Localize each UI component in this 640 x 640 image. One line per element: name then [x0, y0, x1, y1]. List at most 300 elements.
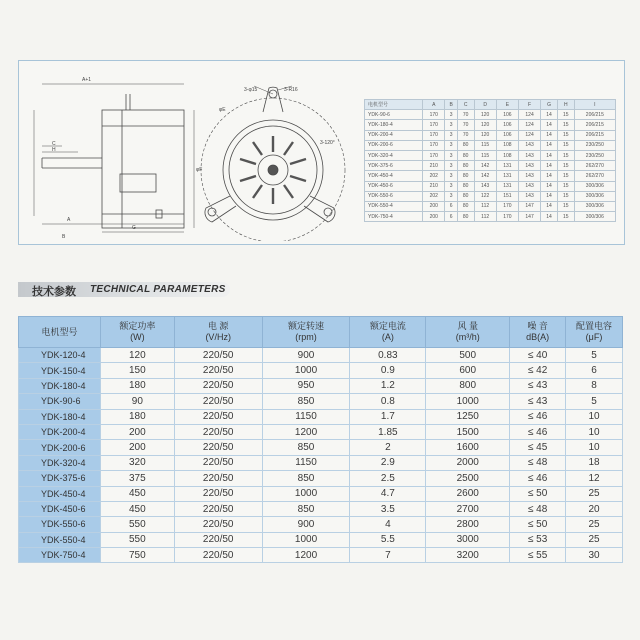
- dim-value-cell: 210: [423, 161, 445, 171]
- params-model-cell: YDK-150-4: [19, 363, 101, 378]
- params-value-cell: 1.85: [350, 424, 426, 439]
- params-model-cell: YDK-200-4: [19, 424, 101, 439]
- dim-table-row: [365, 110, 616, 120]
- dim-value-cell: 80: [457, 161, 474, 171]
- params-value-cell: 150: [100, 363, 174, 378]
- dim-value-cell: 15: [557, 171, 574, 181]
- params-value-cell: ≤ 46: [510, 409, 566, 424]
- dim-value-cell: 15: [557, 191, 574, 201]
- params-table-header: [19, 317, 623, 348]
- params-value-cell: 600: [426, 363, 510, 378]
- params-value-cell: 180: [100, 409, 174, 424]
- params-header-label: 电机型号: [41, 326, 78, 337]
- dim-value-cell: 124: [518, 110, 540, 120]
- dim-model-cell: YDK-750-4: [365, 212, 423, 222]
- dim-model-cell: YDK-450-4: [365, 171, 423, 181]
- params-table-row: [19, 501, 623, 516]
- dim-value-cell: 124: [518, 130, 540, 140]
- dim-value-cell: 70: [457, 110, 474, 120]
- dim-value-cell: 112: [474, 201, 496, 211]
- params-value-cell: ≤ 40: [510, 348, 566, 363]
- dim-value-cell: 3: [445, 140, 457, 150]
- params-value-cell: 2.5: [350, 471, 426, 486]
- params-value-cell: 120: [100, 348, 174, 363]
- dim-table-row: [365, 212, 616, 222]
- dim-value-cell: 230/250: [574, 140, 615, 150]
- params-value-cell: 850: [262, 394, 350, 409]
- params-header-cell: [426, 317, 510, 348]
- params-value-cell: 1500: [426, 424, 510, 439]
- params-value-cell: 320: [100, 455, 174, 470]
- params-value-cell: 220/50: [174, 409, 262, 424]
- dim-model-cell: YDK-320-4: [365, 150, 423, 160]
- dim-value-cell: 170: [423, 150, 445, 160]
- dim-model-cell: YDK-90-6: [365, 110, 423, 120]
- dim-value-cell: 3: [445, 110, 457, 120]
- dim-value-cell: 6: [445, 201, 457, 211]
- dim-value-cell: 131: [496, 171, 518, 181]
- section-title-cn: 技术参数: [32, 286, 76, 298]
- params-value-cell: 220/50: [174, 440, 262, 455]
- dim-value-cell: 15: [557, 140, 574, 150]
- label-phi-e: φE: [219, 107, 226, 113]
- dim-model-cell: YDK-450-6: [365, 181, 423, 191]
- params-value-cell: 220/50: [174, 363, 262, 378]
- params-value-cell: 950: [262, 378, 350, 393]
- params-model-cell: YDK-120-4: [19, 348, 101, 363]
- dim-value-cell: 143: [518, 171, 540, 181]
- params-model-cell: YDK-550-4: [19, 532, 101, 547]
- dim-value-cell: 80: [457, 191, 474, 201]
- dim-value-cell: 143: [518, 161, 540, 171]
- dim-value-cell: 15: [557, 161, 574, 171]
- dim-value-cell: 3: [445, 150, 457, 160]
- label-h: H: [52, 147, 56, 153]
- params-value-cell: 2000: [426, 455, 510, 470]
- dim-value-cell: 230/250: [574, 150, 615, 160]
- params-table-row: [19, 440, 623, 455]
- params-value-cell: 220/50: [174, 348, 262, 363]
- dim-value-cell: 124: [518, 120, 540, 130]
- params-value-cell: 90: [100, 394, 174, 409]
- dimension-table-header: [365, 100, 616, 110]
- dim-value-cell: 131: [496, 181, 518, 191]
- section-heading: [18, 282, 230, 297]
- params-table-row: [19, 424, 623, 439]
- params-header-cell: [262, 317, 350, 348]
- params-value-cell: 220/50: [174, 532, 262, 547]
- params-value-cell: 800: [426, 378, 510, 393]
- params-value-cell: 450: [100, 486, 174, 501]
- params-value-cell: 5.5: [350, 532, 426, 547]
- dim-header-cell: F: [518, 100, 540, 110]
- dim-value-cell: 142: [474, 161, 496, 171]
- dim-value-cell: 15: [557, 150, 574, 160]
- params-value-cell: 500: [426, 348, 510, 363]
- params-value-cell: ≤ 43: [510, 378, 566, 393]
- params-value-cell: 220/50: [174, 378, 262, 393]
- dim-value-cell: 262/270: [574, 171, 615, 181]
- params-table-row: [19, 532, 623, 547]
- params-value-cell: 8: [566, 378, 623, 393]
- params-value-cell: 180: [100, 378, 174, 393]
- params-value-cell: 4: [350, 517, 426, 532]
- dim-value-cell: 170: [496, 212, 518, 222]
- params-value-cell: 1200: [262, 548, 350, 563]
- dim-value-cell: 143: [518, 181, 540, 191]
- dim-value-cell: 108: [496, 150, 518, 160]
- dim-value-cell: 300/306: [574, 181, 615, 191]
- params-model-cell: YDK-550-6: [19, 517, 101, 532]
- params-header-cell: [19, 317, 101, 348]
- dim-model-cell: YDK-550-4: [365, 201, 423, 211]
- params-value-cell: 220/50: [174, 394, 262, 409]
- params-header-cell: [510, 317, 566, 348]
- dim-value-cell: 120: [474, 120, 496, 130]
- params-value-cell: 850: [262, 471, 350, 486]
- params-model-cell: YDK-375-6: [19, 471, 101, 486]
- dim-value-cell: 170: [423, 140, 445, 150]
- dim-model-cell: YDK-550-6: [365, 191, 423, 201]
- dim-value-cell: 142: [474, 171, 496, 181]
- params-header-unit: (m³/h): [455, 332, 480, 342]
- dim-value-cell: 206/215: [574, 130, 615, 140]
- dim-table-row: [365, 201, 616, 211]
- params-value-cell: 30: [566, 548, 623, 563]
- params-value-cell: 1000: [262, 486, 350, 501]
- dim-value-cell: 15: [557, 201, 574, 211]
- params-value-cell: 2700: [426, 501, 510, 516]
- params-table-row: [19, 517, 623, 532]
- params-value-cell: ≤ 45: [510, 440, 566, 455]
- params-value-cell: 3000: [426, 532, 510, 547]
- dim-value-cell: 14: [541, 140, 558, 150]
- label-c: C: [52, 141, 56, 147]
- params-value-cell: 25: [566, 532, 623, 547]
- dim-value-cell: 147: [518, 212, 540, 222]
- dim-table-row: [365, 191, 616, 201]
- params-value-cell: 1250: [426, 409, 510, 424]
- params-value-cell: 1150: [262, 455, 350, 470]
- params-value-cell: 1600: [426, 440, 510, 455]
- params-header-cell: [100, 317, 174, 348]
- label-angle: 3-120°: [320, 140, 335, 146]
- params-value-cell: ≤ 42: [510, 363, 566, 378]
- params-value-cell: ≤ 46: [510, 424, 566, 439]
- dim-value-cell: 70: [457, 120, 474, 130]
- params-model-cell: YDK-750-4: [19, 548, 101, 563]
- params-value-cell: 2600: [426, 486, 510, 501]
- params-value-cell: 220/50: [174, 501, 262, 516]
- dim-value-cell: 147: [518, 201, 540, 211]
- motor-body-side: [102, 110, 184, 228]
- params-header-cell: [174, 317, 262, 348]
- params-value-cell: 18: [566, 455, 623, 470]
- params-header-unit: (μF): [585, 332, 603, 342]
- dim-value-cell: 108: [496, 140, 518, 150]
- dim-value-cell: 143: [518, 140, 540, 150]
- dim-value-cell: 3: [445, 181, 457, 191]
- params-value-cell: ≤ 50: [510, 517, 566, 532]
- dim-table-row: [365, 161, 616, 171]
- params-value-cell: 220/50: [174, 486, 262, 501]
- params-header-label: 电 源: [207, 321, 229, 331]
- dim-value-cell: 300/306: [574, 201, 615, 211]
- dim-value-cell: 6: [445, 212, 457, 222]
- params-table-row: [19, 348, 623, 363]
- params-table-row: [19, 455, 623, 470]
- dim-value-cell: 80: [457, 150, 474, 160]
- dim-value-cell: 15: [557, 110, 574, 120]
- dim-value-cell: 15: [557, 181, 574, 191]
- params-table-row: [19, 394, 623, 409]
- params-value-cell: 0.9: [350, 363, 426, 378]
- params-value-cell: 220/50: [174, 455, 262, 470]
- label-a: A: [67, 217, 71, 223]
- dim-value-cell: 151: [496, 191, 518, 201]
- dim-value-cell: 14: [541, 161, 558, 171]
- dim-table-row: [365, 120, 616, 130]
- dim-value-cell: 3: [445, 161, 457, 171]
- dim-value-cell: 3: [445, 171, 457, 181]
- params-value-cell: 6: [566, 363, 623, 378]
- dim-value-cell: 80: [457, 140, 474, 150]
- dim-value-cell: 14: [541, 120, 558, 130]
- side-view: [34, 84, 194, 232]
- params-value-cell: 25: [566, 486, 623, 501]
- dim-value-cell: 120: [474, 130, 496, 140]
- params-value-cell: 220/50: [174, 424, 262, 439]
- params-value-cell: 10: [566, 409, 623, 424]
- params-value-cell: 2800: [426, 517, 510, 532]
- dim-value-cell: 14: [541, 212, 558, 222]
- label-holes: 3-φ15: [244, 87, 258, 93]
- params-value-cell: 550: [100, 532, 174, 547]
- params-value-cell: 850: [262, 501, 350, 516]
- params-table-row: [19, 409, 623, 424]
- params-model-cell: YDK-180-4: [19, 378, 101, 393]
- params-value-cell: 220/50: [174, 471, 262, 486]
- params-value-cell: ≤ 48: [510, 455, 566, 470]
- params-header-label: 额定功率: [119, 321, 156, 331]
- params-value-cell: 450: [100, 501, 174, 516]
- dim-header-cell: I: [574, 100, 615, 110]
- params-value-cell: 1000: [262, 363, 350, 378]
- params-value-cell: 20: [566, 501, 623, 516]
- dim-value-cell: 106: [496, 130, 518, 140]
- label-a-plus-1: A+1: [82, 77, 92, 83]
- dim-value-cell: 122: [474, 191, 496, 201]
- label-phi-f: φF: [196, 167, 203, 173]
- params-value-cell: 10: [566, 424, 623, 439]
- dim-table-row: [365, 171, 616, 181]
- params-value-cell: 5: [566, 348, 623, 363]
- params-value-cell: 900: [262, 348, 350, 363]
- section-title-en: TECHNICAL PARAMETERS: [90, 284, 226, 295]
- dim-value-cell: 14: [541, 171, 558, 181]
- params-value-cell: 1150: [262, 409, 350, 424]
- params-value-cell: ≤ 55: [510, 548, 566, 563]
- dim-header-cell: E: [496, 100, 518, 110]
- dim-value-cell: 15: [557, 130, 574, 140]
- dim-value-cell: 14: [541, 150, 558, 160]
- params-table-row: [19, 548, 623, 563]
- params-header-label: 配置电容: [576, 321, 613, 331]
- params-header-unit: dB(A): [526, 332, 550, 342]
- params-value-cell: 7: [350, 548, 426, 563]
- dim-value-cell: 70: [457, 130, 474, 140]
- params-value-cell: 12: [566, 471, 623, 486]
- dim-value-cell: 202: [423, 191, 445, 201]
- params-value-cell: ≤ 48: [510, 501, 566, 516]
- dim-value-cell: 14: [541, 110, 558, 120]
- params-value-cell: 1.2: [350, 378, 426, 393]
- dim-value-cell: 300/306: [574, 191, 615, 201]
- params-value-cell: 220/50: [174, 548, 262, 563]
- params-table-row: [19, 471, 623, 486]
- dim-value-cell: 170: [496, 201, 518, 211]
- params-value-cell: 375: [100, 471, 174, 486]
- dim-table-row: [365, 130, 616, 140]
- dim-value-cell: 202: [423, 171, 445, 181]
- dim-value-cell: 14: [541, 191, 558, 201]
- dim-value-cell: 80: [457, 181, 474, 191]
- dim-value-cell: 170: [423, 120, 445, 130]
- params-header-label: 额定电流: [369, 321, 406, 331]
- dim-value-cell: 80: [457, 201, 474, 211]
- technical-parameters-table: [18, 316, 623, 563]
- params-value-cell: 200: [100, 440, 174, 455]
- dim-value-cell: 206/215: [574, 110, 615, 120]
- params-value-cell: 200: [100, 424, 174, 439]
- dim-value-cell: 143: [518, 191, 540, 201]
- dim-value-cell: 14: [541, 130, 558, 140]
- dim-value-cell: 106: [496, 110, 518, 120]
- dim-value-cell: 200: [423, 212, 445, 222]
- params-header-unit: (A): [381, 332, 394, 342]
- params-header-cell: [350, 317, 426, 348]
- dim-value-cell: 170: [423, 130, 445, 140]
- label-radius: 3-R16: [284, 87, 298, 93]
- dim-value-cell: 210: [423, 181, 445, 191]
- label-b: B: [62, 234, 66, 240]
- dim-value-cell: 115: [474, 140, 496, 150]
- params-value-cell: 750: [100, 548, 174, 563]
- dim-value-cell: 143: [474, 181, 496, 191]
- dim-model-cell: YDK-200-6: [365, 140, 423, 150]
- params-value-cell: 220/50: [174, 517, 262, 532]
- params-model-cell: YDK-90-6: [19, 394, 101, 409]
- params-value-cell: 5: [566, 394, 623, 409]
- dim-header-cell: 电机型号: [365, 100, 423, 110]
- dim-value-cell: 3: [445, 120, 457, 130]
- params-value-cell: 4.7: [350, 486, 426, 501]
- dim-value-cell: 120: [474, 110, 496, 120]
- dim-value-cell: 131: [496, 161, 518, 171]
- params-value-cell: 1.7: [350, 409, 426, 424]
- params-value-cell: ≤ 50: [510, 486, 566, 501]
- params-value-cell: 0.8: [350, 394, 426, 409]
- params-value-cell: 2.9: [350, 455, 426, 470]
- params-model-cell: YDK-450-6: [19, 501, 101, 516]
- dim-value-cell: 3: [445, 130, 457, 140]
- params-table-row: [19, 486, 623, 501]
- dim-value-cell: 106: [496, 120, 518, 130]
- dim-value-cell: 262/270: [574, 161, 615, 171]
- params-value-cell: 2: [350, 440, 426, 455]
- dim-header-cell: D: [474, 100, 496, 110]
- dim-value-cell: 14: [541, 201, 558, 211]
- dim-value-cell: 80: [457, 212, 474, 222]
- dimension-table: [364, 99, 616, 222]
- dim-header-cell: A: [423, 100, 445, 110]
- params-model-cell: YDK-200-6: [19, 440, 101, 455]
- params-value-cell: ≤ 46: [510, 471, 566, 486]
- dim-value-cell: 206/215: [574, 120, 615, 130]
- params-value-cell: ≤ 53: [510, 532, 566, 547]
- dim-value-cell: 115: [474, 150, 496, 160]
- dim-value-cell: 300/306: [574, 212, 615, 222]
- params-value-cell: 550: [100, 517, 174, 532]
- params-value-cell: ≤ 43: [510, 394, 566, 409]
- params-value-cell: 3200: [426, 548, 510, 563]
- dim-value-cell: 15: [557, 212, 574, 222]
- params-header-unit: (rpm): [295, 332, 317, 342]
- params-value-cell: 10: [566, 440, 623, 455]
- params-table-row: [19, 363, 623, 378]
- dim-header-cell: G: [541, 100, 558, 110]
- params-model-cell: YDK-320-4: [19, 455, 101, 470]
- params-header-unit: (V/Hz): [205, 332, 231, 342]
- dim-value-cell: 3: [445, 191, 457, 201]
- dim-model-cell: YDK-200-4: [365, 130, 423, 140]
- params-table-row: [19, 378, 623, 393]
- params-value-cell: 3.5: [350, 501, 426, 516]
- params-value-cell: 2500: [426, 471, 510, 486]
- label-g: G: [132, 225, 136, 231]
- dim-table-row: [365, 140, 616, 150]
- params-model-cell: YDK-450-4: [19, 486, 101, 501]
- dim-value-cell: 80: [457, 171, 474, 181]
- params-header-label: 额定转速: [288, 321, 325, 331]
- dim-header-cell: B: [445, 100, 457, 110]
- dim-value-cell: 14: [541, 181, 558, 191]
- dim-header-cell: H: [557, 100, 574, 110]
- params-value-cell: 25: [566, 517, 623, 532]
- dim-table-row: [365, 150, 616, 160]
- dim-header-cell: C: [457, 100, 474, 110]
- params-value-cell: 0.83: [350, 348, 426, 363]
- params-value-cell: 900: [262, 517, 350, 532]
- dim-model-cell: YDK-180-4: [365, 120, 423, 130]
- params-value-cell: 1000: [426, 394, 510, 409]
- dim-value-cell: 200: [423, 201, 445, 211]
- dim-model-cell: YDK-375-6: [365, 161, 423, 171]
- dim-value-cell: 112: [474, 212, 496, 222]
- params-value-cell: 1200: [262, 424, 350, 439]
- params-value-cell: 1000: [262, 532, 350, 547]
- dim-value-cell: 170: [423, 110, 445, 120]
- dim-value-cell: 15: [557, 120, 574, 130]
- dim-table-row: [365, 181, 616, 191]
- params-value-cell: 850: [262, 440, 350, 455]
- motor-drawing: [22, 66, 360, 241]
- dim-value-cell: 143: [518, 150, 540, 160]
- params-header-cell: [566, 317, 623, 348]
- params-model-cell: YDK-180-4: [19, 409, 101, 424]
- params-header-unit: (W): [130, 332, 145, 342]
- params-header-label: 噪 音: [527, 321, 548, 331]
